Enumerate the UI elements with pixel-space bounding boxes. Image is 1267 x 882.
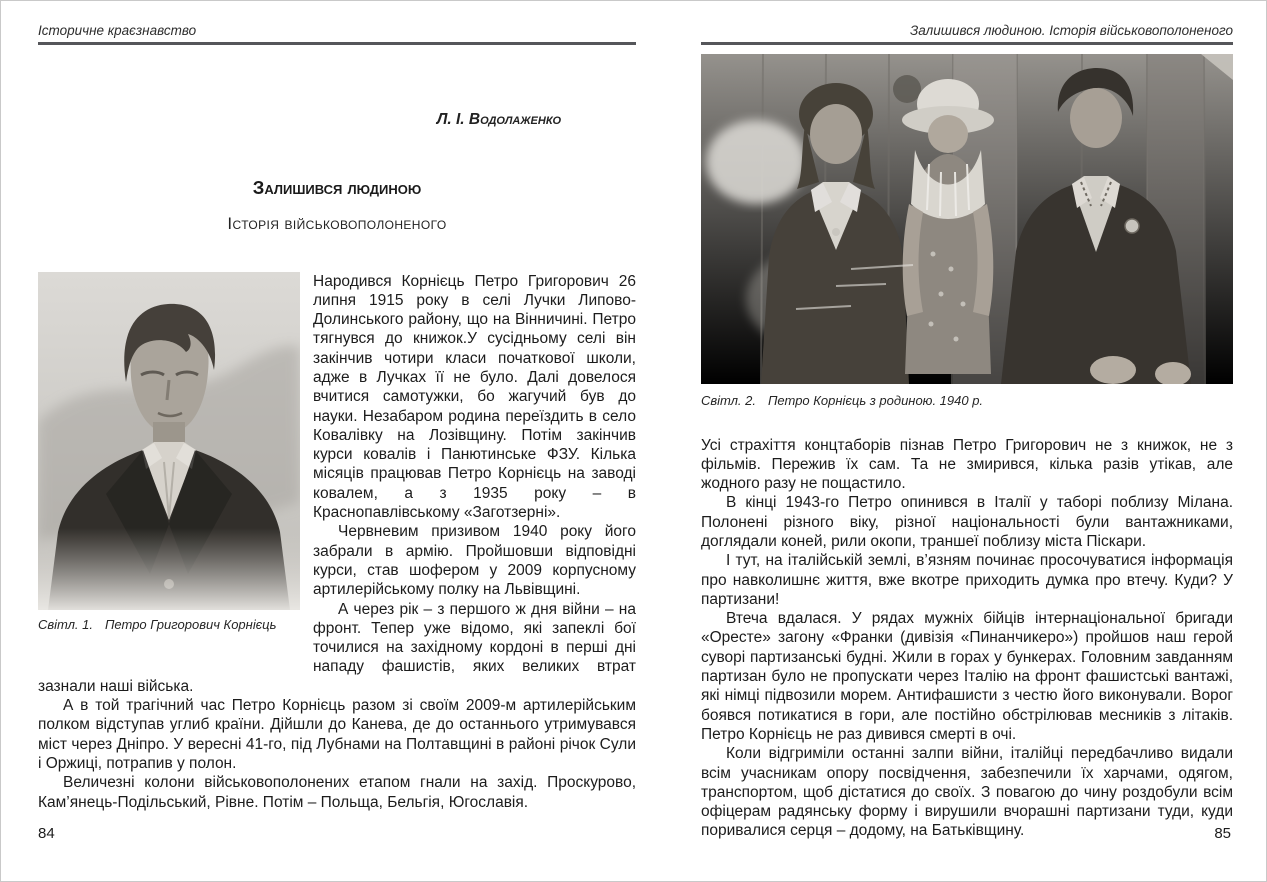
paragraph: Величезні колони військовополонених етапом гнали на захід. Проскурово, Кам’янець-Подільський, Рівне. Потім – Польща, Бельгія, Югославія. xyxy=(38,774,636,811)
article-title: Залишився людиною xyxy=(252,176,422,198)
figure-caption-2 xyxy=(701,393,1233,409)
paragraph: Коли відгриміли останні залпи війни, італійці передбачливо видали всім учасникам опору посвідчення, забезпечили їх харчами, одягом, транспортом, щоб дістатися до своїх. З повагою до чину роздобули всім офіцерам радянську форму і вирушили вчорашні партизани туди, куди поривалися серця – додому, на Батьківщину. xyxy=(701,745,1233,840)
page-number-right: 85 xyxy=(1214,825,1231,842)
figure-caption-2-label: Світл. 2. xyxy=(701,392,757,408)
figure-caption-1-text: Петро Григорович Корнієць xyxy=(105,616,277,632)
paragraph: Втеча вдалася. У рядах мужніх бійців інтернаціональної бригади «Оресте» загону «Франки (дивізія «Пинанчикеро») пройшов наш герой суворі партизанські будні. Жили в горах у бункерах. Головним завданням партизан було не пропускати через Італію на фронт фашистські вантажі, які німці підвозили морем. Антифашисти з честю його виконували. Ворог боявся потикатися в гори, але постійно обстрілював месників з літаків. Петро Корнієць не раз дивився смерті в очі. xyxy=(701,610,1233,743)
page-right xyxy=(701,1,1233,841)
header-rule-left xyxy=(38,42,636,45)
page-left xyxy=(38,1,636,812)
header-rule-right xyxy=(701,42,1233,45)
article-subtitle: Історія військовополоненого xyxy=(227,213,447,233)
paragraph: Народився Корнієць Петро Григорович 26 липня 1915 року в селі Лучки Липово-Долинського району, що на Вінничині. Петро тягнувся до книжок.У сусідньому селі він закінчив чотири класи початкової школи, адже в Лучках її не було. Далі довелося вчитися самотужки, бо жагучий був до науки. Незабаром родина переїздить в село Ковалівку на Лозівщину. Потім закінчив курси ковалів і Панютинське ФЗУ. Кілька місяців працював Петро Корнієць на заводі ковалем, а з 1935 року – в Краснопавлівському «Заготзерні». xyxy=(313,272,636,522)
paragraph: В кінці 1943-го Петро опинився в Італії у таборі поблизу Мілана. Полонені різного віку, різної національності були вантажниками, доглядали коней, рили окопи, траншеї поблизу міста Піскари. xyxy=(701,494,1233,550)
paragraph: І тут, на італійській землі, в’язням починає просочуватися інформація про навколишнє життя, вже вкотре приходить думка про втечу. Куди? У партизани! xyxy=(701,552,1233,608)
running-head-right: Залишився людиною. Історія військовополоненого xyxy=(909,23,1233,38)
figure-caption-2-text: Петро Корнієць з родиною. 1940 р. xyxy=(768,392,984,408)
body-text-left xyxy=(38,272,636,812)
figure-caption-1-label: Світл. 1. xyxy=(38,616,94,632)
figure-caption-1 xyxy=(38,617,300,633)
running-head-left: Історичне краєзнавство xyxy=(38,23,197,38)
paragraph: Усі страхіття концтаборів пізнав Петро Григорович не з книжок, не з фільмів. Пережив їх сам. Та не змирився, кілька разів утікав, але жодного разу не пощастило. xyxy=(701,436,1233,493)
portrait-photo-image xyxy=(38,272,300,610)
figure-family xyxy=(701,54,1233,409)
paragraph: Червневим призивом 1940 року його забрали в армію. Пройшовши відповідні курси, став шофером у 2009 корпусному артилерійському полку на Львівщині. xyxy=(313,523,636,599)
paragraph: А через рік – з першого ж дня війни – на фронт. Тепер уже відомо, які запеклі бої точилися на західному кордоні в перші дні нападу фашистів, яких великих втрат зазнали наші війська. xyxy=(38,600,636,695)
body-text-right xyxy=(701,436,1233,841)
figure-portrait xyxy=(38,272,300,677)
page-number-left: 84 xyxy=(38,825,55,842)
author-line: Л. І. Водолаженко xyxy=(436,110,561,128)
family-photo-image xyxy=(701,54,1233,384)
paragraph: А в той трагічний час Петро Корнієць разом зі своїм 2009-м артилерійським полком відступав углиб країни. Дійшли до Канева, де до останнього утримувався міст через Дніпро. У вересні 41-го, під Лубнами на Полтавщині в районі річок Сули і Оржиці, потрапив у полон. xyxy=(38,697,636,772)
